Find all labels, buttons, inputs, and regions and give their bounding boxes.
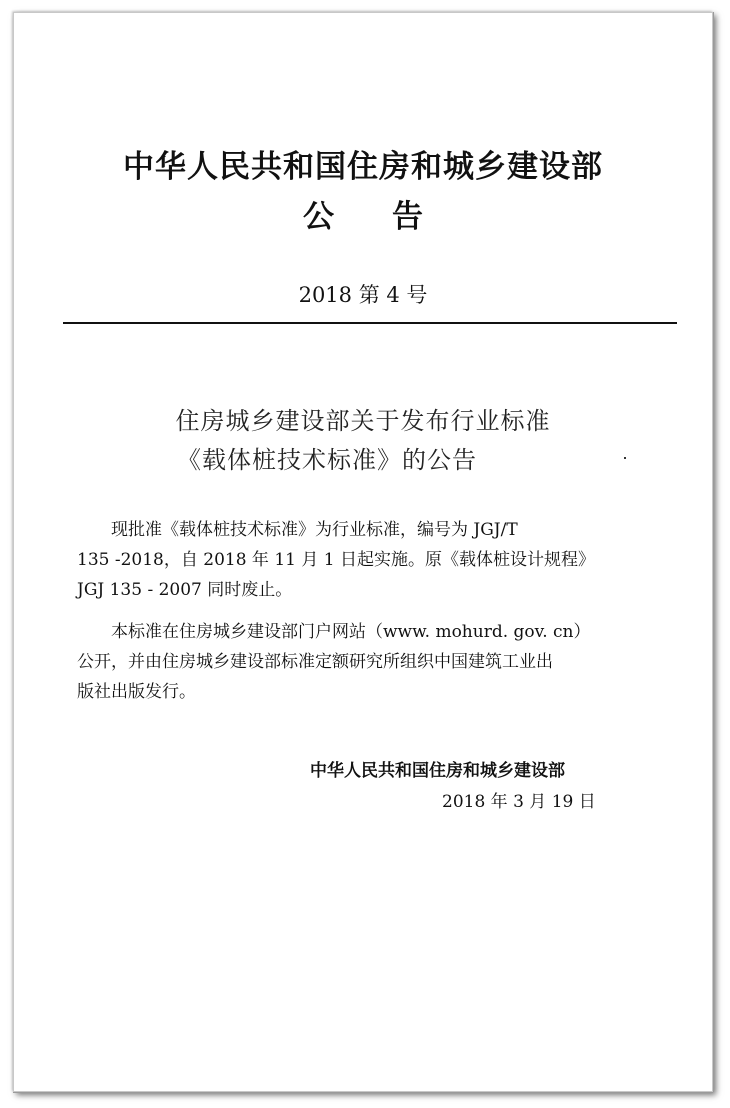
paragraph-line: 135 -2018，自 2018 年 11 月 1 日起实施。原《载体桩设计规程》 xyxy=(77,550,595,570)
paragraph-line: JGJ 135 - 2007 同时废止。 xyxy=(77,580,293,600)
header-divider xyxy=(63,322,677,324)
scan-speck xyxy=(624,457,626,459)
body-paragraph-2 xyxy=(77,617,677,707)
signature-date: 2018 年 3 月 19 日 xyxy=(442,792,596,812)
announcement-title-line-2: 《载体桩技术标准》的公告 xyxy=(177,446,477,474)
document-number: 2018 第 4 号 xyxy=(298,283,428,307)
paragraph-line: 现批准《载体桩技术标准》为行业标准，编号为 JGJ/T xyxy=(111,520,518,540)
document-page xyxy=(13,12,713,1092)
notice-heading: 公告 xyxy=(303,199,481,235)
signature-organization: 中华人民共和国住房和城乡建设部 xyxy=(310,761,565,781)
paragraph-line: 本标准在住房城乡建设部门户网站（www. mohurd. gov. cn） xyxy=(111,622,591,642)
paragraph-line: 版社出版发行。 xyxy=(77,682,196,702)
paragraph-line: 公开，并由住房城乡建设部标准定额研究所组织中国建筑工业出 xyxy=(77,652,553,672)
announcement-title-line-1: 住房城乡建设部关于发布行业标准 xyxy=(175,407,551,435)
body-paragraph-1 xyxy=(77,515,677,605)
ministry-title: 中华人民共和国住房和城乡建设部 xyxy=(123,149,603,185)
